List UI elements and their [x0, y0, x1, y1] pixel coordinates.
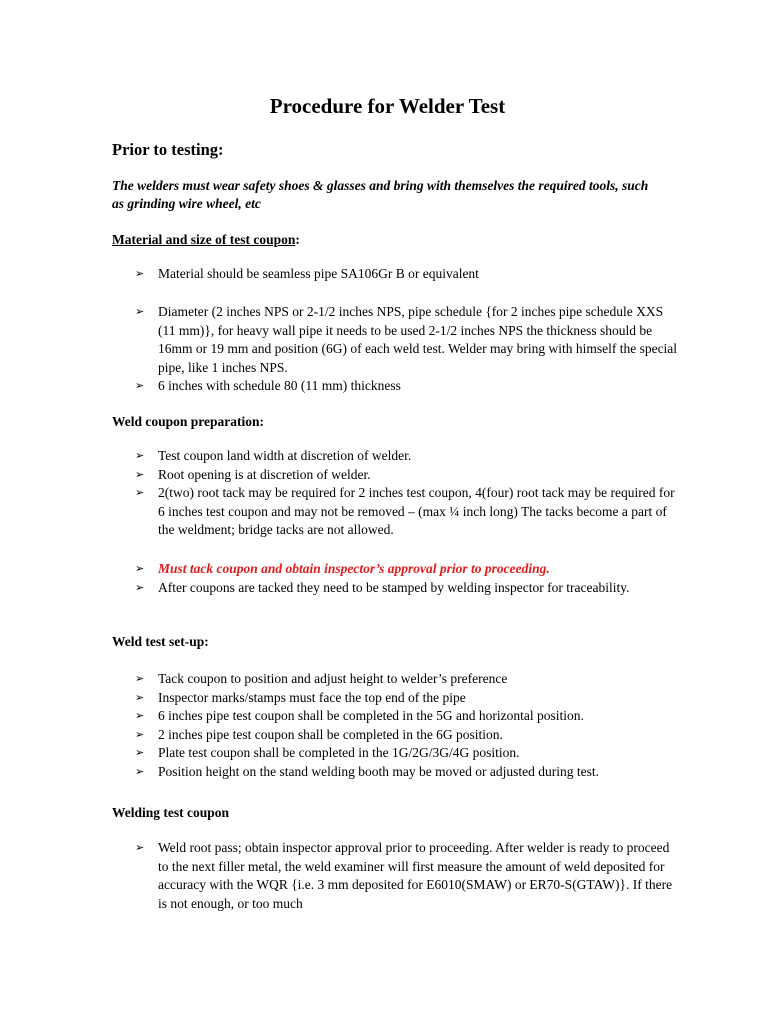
list-item — [135, 707, 680, 726]
list-item-text: Material should be seamless pipe SA106Gr B or equivalent — [158, 266, 479, 281]
list-item — [135, 763, 680, 782]
arrow-bullet-icon: ➢ — [135, 672, 145, 685]
arrow-bullet-icon: ➢ — [135, 841, 145, 854]
arrow-bullet-icon: ➢ — [135, 580, 145, 594]
page-title: Procedure for Welder Test — [269, 94, 506, 118]
setup-list — [135, 670, 680, 781]
prior-heading: Prior to testing: — [112, 140, 224, 159]
important-note: Must tack coupon and obtain inspector’s approval prior to proceeding. — [158, 561, 550, 576]
list-item — [135, 466, 680, 485]
welding-heading: Welding test coupon — [112, 805, 230, 820]
arrow-bullet-icon: ➢ — [135, 449, 145, 462]
list-item-text: Plate test coupon shall be completed in the 1G/2G/3G/4G position. — [158, 745, 520, 760]
list-item-text: 6 inches pipe test coupon shall be completed in the 5G and horizontal position. — [158, 708, 584, 723]
material-heading-text: Material and size of test coupon — [112, 232, 296, 247]
list-item — [135, 484, 680, 540]
list-item-text: Diameter (2 inches NPS or 2-1/2 inches NPS, pipe schedule {for 2 inches pipe schedule XXS (11 mm)}, for heavy wall pipe it needs to be used 2-1/2 inches NPS the thickness should be 16mm or 19 mm and position (6G) of each weld test. Welder may bring with himself the special pipe, like 1 inches NPS. — [158, 304, 678, 375]
intro-paragraph: The welders must wear safety shoes & glasses and bring with themselves the required tools, such as grinding wire wheel, etc — [112, 178, 649, 211]
list-item — [135, 560, 680, 579]
arrow-bullet-icon: ➢ — [135, 709, 145, 722]
list-item-text: Test coupon land width at discretion of welder. — [158, 448, 412, 463]
arrow-bullet-icon: ➢ — [135, 562, 145, 575]
arrow-bullet-icon: ➢ — [135, 379, 145, 392]
list-item — [135, 839, 680, 913]
arrow-bullet-icon: ➢ — [135, 467, 145, 481]
arrow-bullet-icon: ➢ — [135, 764, 145, 778]
preparation-list-2 — [135, 560, 680, 597]
list-item-text: Root opening is at discretion of welder. — [158, 466, 371, 482]
list-item-text: Position height on the stand welding booth may be moved or adjusted during test. — [158, 763, 599, 779]
list-item-text: 2 inches pipe test coupon shall be completed in the 6G position. — [158, 726, 503, 742]
list-item-text: Tack coupon to position and adjust height to welder’s preference — [158, 671, 508, 686]
list-item — [135, 377, 680, 396]
arrow-bullet-icon: ➢ — [135, 305, 145, 318]
list-item — [135, 579, 680, 598]
material-heading-colon: : — [295, 232, 300, 247]
list-item — [135, 303, 680, 377]
arrow-bullet-icon: ➢ — [135, 486, 145, 499]
preparation-list — [135, 447, 680, 540]
list-item — [135, 726, 680, 745]
material-list — [135, 265, 680, 284]
list-item — [135, 689, 680, 708]
material-heading — [112, 232, 300, 248]
list-item-text: 2(two) root tack may be required for 2 inches test coupon, 4(four) root tack may be required for 6 inches test coupon and may not be removed – (max ¼ inch long) The tacks become a part of the weldment; bridge tacks are not allowed. — [158, 485, 675, 537]
welding-list — [135, 839, 680, 913]
arrow-bullet-icon: ➢ — [135, 746, 145, 759]
material-list-cont — [135, 303, 680, 396]
list-item — [135, 447, 680, 466]
setup-heading: Weld test set-up: — [112, 634, 209, 649]
list-item — [135, 670, 680, 689]
list-item-text: After coupons are tacked they need to be stamped by welding inspector for traceability. — [158, 579, 630, 595]
list-item-text: 6 inches with schedule 80 (11 mm) thickness — [158, 378, 401, 393]
list-item-text: Weld root pass; obtain inspector approval prior to proceeding. After welder is ready to proceed to the next filler metal, the weld examiner will first measure the amount of weld deposited for accuracy with the WQR {i.e. 3 mm deposited for E6010(SMAW) or ER70-S(GTAW)}. If there is not enough, or too much — [158, 840, 673, 911]
arrow-bullet-icon: ➢ — [135, 267, 145, 280]
arrow-bullet-icon: ➢ — [135, 690, 145, 704]
list-item — [135, 265, 680, 284]
arrow-bullet-icon: ➢ — [135, 727, 145, 741]
list-item — [135, 744, 680, 763]
preparation-heading: Weld coupon preparation: — [112, 414, 265, 429]
list-item-text: Inspector marks/stamps must face the top end of the pipe — [158, 689, 466, 705]
